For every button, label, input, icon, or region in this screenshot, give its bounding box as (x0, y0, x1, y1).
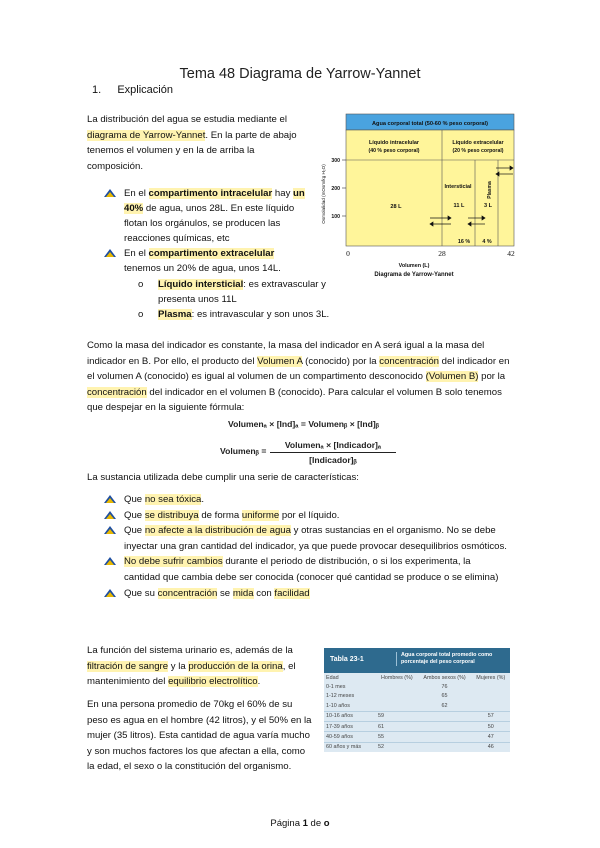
characteristics-intro: La sustancia utilizada debe cumplir una serie de características: (87, 472, 359, 483)
formula-numerator: Volumenₐ × [Indicador]ₐ (284, 440, 382, 450)
intra-sub: (40 % peso corporal) (368, 148, 420, 154)
list-item: En el compartimento intracelular hay un 40% de agua, unos 28L. En este líquido flotan los orgánulos, se producen las reacciones químicas, etc (104, 186, 312, 246)
intra-volume: 28 L (390, 204, 402, 210)
sub-marker: o (138, 279, 144, 290)
characteristics-list (104, 492, 509, 601)
x-tick: 0 (346, 249, 350, 258)
intersticial-label: Intersticial (444, 184, 472, 190)
list-item: o Líquido intersticial: es extravascular y presenta unos 11L (138, 279, 326, 305)
formula-denominator: [Indicador]ᵦ (270, 452, 396, 465)
intro-text: La distribución del agua se estudia mediante el (87, 114, 288, 125)
table-row: 10-16 años 59 57 (324, 711, 510, 721)
plasma-label: Plasma (487, 181, 493, 199)
bullet-icon (104, 188, 116, 198)
body-water-paragraph: En una persona promedio de 70kg el 60% de su peso es agua en el hombre (42 litros), y el 50% en la mujer (35 litros). Esta cantidad de agua varía mucho y son muchos factores los que afectan a ella, como la edad, el sexo o la constitución del organismo. (87, 699, 312, 772)
plasma-volume: 3 L (483, 203, 493, 209)
water-table (324, 648, 510, 752)
page-title: Tema 48 Diagrama de Yarrow-Yannet (179, 66, 421, 82)
intersticial-volume: 11 L (453, 203, 465, 209)
list-item: Que no sea tóxica. (104, 492, 509, 508)
intro-paragraph (87, 112, 309, 174)
plasma-pct: 4 % (482, 239, 492, 245)
bullet-list-compartments (104, 186, 312, 276)
extra-sub: (20 % peso corporal) (452, 148, 504, 154)
x-tick: 42 (507, 249, 515, 258)
bullet-icon (104, 525, 116, 535)
bullet-icon (104, 510, 116, 520)
table-row: 0-1 mes 76 (326, 684, 448, 691)
y-tick: 300 (331, 158, 340, 164)
intro-highlight: diagrama de Yarrow-Yannet (87, 129, 206, 141)
list-item: Que se distribuya de forma uniforme por el líquido. (104, 508, 509, 524)
data-table (324, 673, 510, 752)
list-item: Que su concentración se mida con facilidad (104, 586, 509, 602)
table-title: Agua corporal total promedio como porcentaje del peso corporal (396, 652, 511, 666)
urinary-paragraph: La función del sistema urinario es, además de la filtración de sangre y la producción de la orina, el mantenimiento del equilibrio electrolítico. (87, 645, 296, 687)
yarrow-yannet-diagram (312, 110, 522, 286)
diagram-caption: Diagrama de Yarrow-Yannet (374, 272, 454, 278)
table-row: 1-12 meses 65 (326, 693, 448, 700)
table-row: 17-39 años 61 50 (324, 721, 510, 731)
table-row: 1-10 años 62 (326, 702, 448, 709)
table-column-headers: Edad Hombres (%) Ambos sexos (%) Mujeres (%) (326, 674, 506, 681)
diagram-header-text: Agua corporal total (50-60 % peso corporal) (372, 121, 488, 127)
list-item: Que no afecte a la distribución de agua y otras sustancias en el organismo. No se debe inyectar una gran cantidad del indicador, ya que puede provocar desequilibrios osmóticos. (104, 523, 509, 554)
formula-fraction (270, 440, 396, 465)
page-footer: Página 1 de o (270, 818, 330, 829)
x-axis-label: Volumen (L) (398, 263, 430, 269)
list-item: o Plasma: es intravascular y son unos 3L. (138, 309, 330, 320)
y-tick: 100 (331, 214, 340, 220)
intersticial-pct: 16 % (457, 239, 471, 245)
bullet-icon (104, 248, 116, 258)
bullet-icon (104, 588, 116, 598)
x-tick: 28 (438, 249, 446, 258)
subitem-list (138, 277, 338, 322)
intro-text-end: . En la parte de abajo tenemos el volumen y en la de arriba la composición. (87, 129, 297, 172)
table-header (324, 648, 510, 673)
list-item: En el compartimento extracelular tenemos un 20% de agua, unos 14L. (104, 246, 312, 276)
table-number: Tabla 23-1 (330, 656, 364, 663)
section-label: Explicación (117, 84, 173, 96)
table-row: 40-59 años 55 47 (324, 732, 510, 742)
table-row: 60 años y más 52 46 (324, 742, 510, 752)
section-heading (92, 84, 173, 96)
indicator-paragraph: Como la masa del indicador es constante, la masa del indicador en A será igual a la masa del indicador en B. Por ello, el producto del Volumen A (conocido) por la concentración del indicador en el volumen A (conocido) es igual al volumen de un compartimento desconocido (Volumen B) por la concentración del indicador en el volumen B (conocido). Para calcular el volumen B solo tenemos que despejar en la siguiente fórmula: (87, 340, 510, 413)
list-item: No debe sufrir cambios durante el periodo de distribución, o si los experimenta, la cantidad que cambia debe ser conocida (conocer qué cantidad se produce o se elimina) (104, 554, 509, 585)
formula-lhs: Volumenᵦ = (220, 446, 267, 456)
y-tick: 200 (331, 186, 340, 192)
section-number: 1. (92, 84, 102, 96)
formula-line-1: Volumenₐ × [Ind]ₐ = Volumenᵦ × [Ind]ᵦ (228, 419, 380, 429)
y-axis-label: Osmolalidad (mOsm/kg H₂O) (321, 164, 326, 224)
bullet-icon (104, 556, 116, 566)
intra-title: Líquido intracelular (368, 140, 420, 146)
sub-marker: o (138, 309, 144, 320)
extra-title: Líquido extracelular (452, 140, 504, 146)
bullet-icon (104, 494, 116, 504)
